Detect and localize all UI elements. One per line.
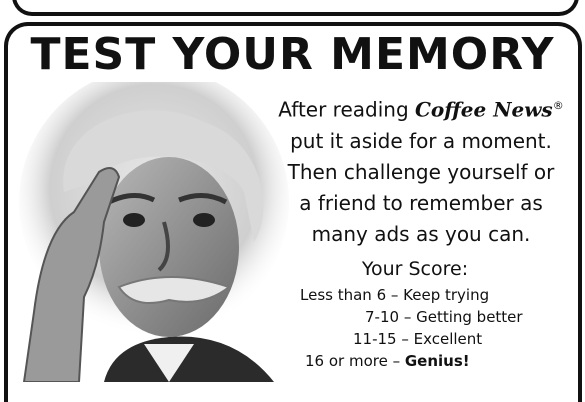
score-separator: – <box>396 330 414 348</box>
intro-text <box>262 90 580 250</box>
intro-line-1-text: After reading <box>278 97 409 122</box>
score-range: 11-15 <box>353 330 397 348</box>
score-result-genius: Genius! <box>404 352 470 370</box>
score-row-2 <box>365 307 523 328</box>
score-separator: – <box>387 352 405 370</box>
score-range: Less than 6 <box>300 286 387 304</box>
intro-line-5: many ads as you can. <box>311 221 531 246</box>
score-range: 7-10 <box>365 308 400 326</box>
top-border <box>12 0 579 16</box>
score-title: Your Score: <box>361 258 469 280</box>
intro-line-1 <box>262 90 580 126</box>
registered-mark: ® <box>552 99 564 112</box>
einstein-portrait-image <box>4 82 304 382</box>
score-range: 16 or more <box>305 352 388 370</box>
intro-line-4: a friend to remember as <box>299 190 543 215</box>
score-row-4 <box>305 351 470 372</box>
score-result: Keep trying <box>403 286 490 304</box>
score-row-3 <box>353 329 482 350</box>
score-separator: – <box>399 308 417 326</box>
brand-name: Coffee News <box>415 97 553 122</box>
intro-line-2: put it aside for a moment. <box>290 128 552 153</box>
score-separator: – <box>386 286 404 304</box>
score-result: Excellent <box>413 330 483 348</box>
score-result: Getting better <box>416 308 523 326</box>
score-row-1 <box>300 285 489 306</box>
intro-line-3: Then challenge yourself or <box>287 159 555 184</box>
ad-title: TEST YOUR MEMORY <box>30 29 555 80</box>
